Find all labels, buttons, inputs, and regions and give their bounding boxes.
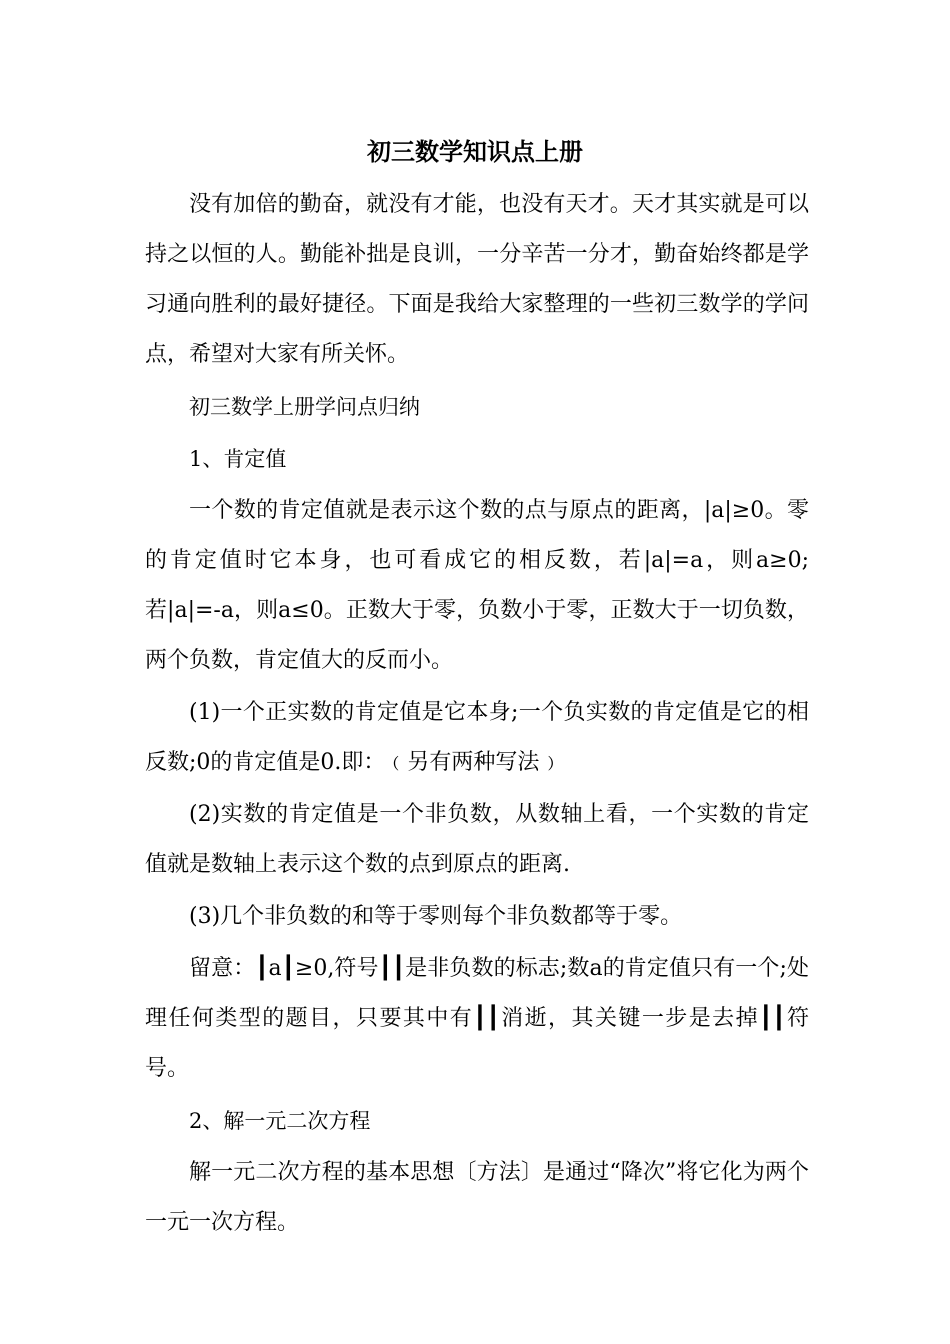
document-body [145,180,809,1250]
intro-paragraph: 没有加倍的勤奋，就没有才能，也没有天才。天才其实就是可以持之以恒的人。勤能补拙是良训，一分辛苦一分才，勤奋始终都是学习通向胜利的最好捷径。下面是我给大家整理的一些初三数学的学问点，希望对大家有所关怀。 [145,192,809,367]
absolute-value-point-1: (1)一个正实数的肯定值是它本身;一个负实数的肯定值是它的相反数;0的肯定值是0.即：﹙另有两种写法﹚ [145,700,809,775]
section-heading-absolute-value: 1、肯定值 [189,447,287,471]
absolute-value-note: 留意：┃a┃≥0,符号┃┃是非负数的标志;数a的肯定值只有一个;处理任何类型的题目，只要其中有┃┃消逝，其关键一步是去掉┃┃符号。 [145,956,809,1081]
section-heading-quadratic: 2、解一元二次方程 [189,1109,371,1133]
absolute-value-point-2: (2)实数的肯定值是一个非负数，从数轴上看，一个实数的肯定值就是数轴上表示这个数的点到原点的距离. [145,802,809,877]
section-heading-summary: 初三数学上册学问点归纳 [189,395,420,419]
absolute-value-definition-paragraph: 一个数的肯定值就是表示这个数的点与原点的距离，|a|≥0。零的肯定值时它本身，也可看成它的相反数，若|a|=a，则a≥0;若|a|=-a，则a≤0。正数大于零，负数小于零，正数大于一切负数，两个负数，肯定值大的反而小。 [145,498,809,673]
absolute-value-point-3: (3)几个非负数的和等于零则每个非负数都等于零。 [189,904,683,929]
document-title: 初三数学知识点上册 [367,137,583,166]
quadratic-method-paragraph: 解一元二次方程的基本思想〔方法〕是通过“降次”将它化为两个一元一次方程。 [145,1160,809,1235]
